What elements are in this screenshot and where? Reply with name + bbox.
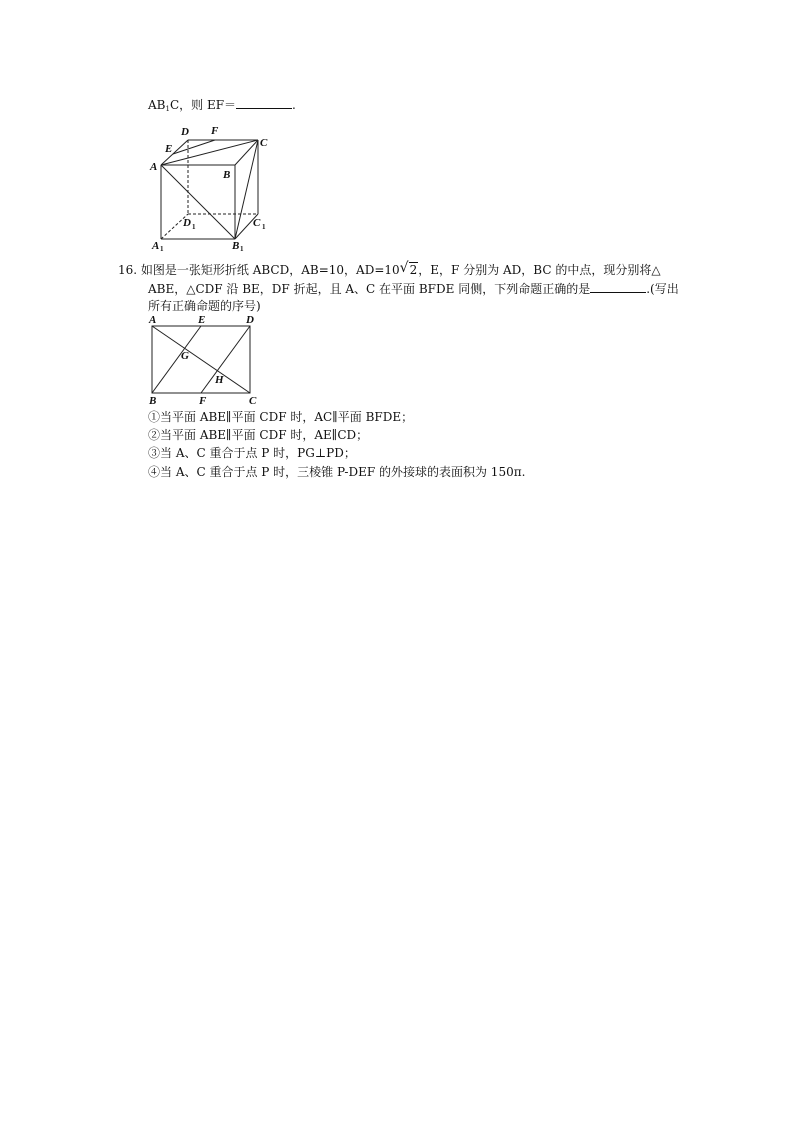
segment-EF [173,140,215,154]
q16-option-4: ④当 A、C 重合于点 P 时，三棱锥 P-DEF 的外接球的表面积为 150π. [148,465,526,479]
q16-line2-a: ABE，△CDF 沿 BE，DF 折起，且 A、C 在平面 BFDE 同侧，下列命题正确的是 [148,282,591,296]
radical-sign-icon: √ [399,260,409,276]
q16-line2-b: .(写出 [646,282,679,296]
label-A: A [150,161,158,173]
label-E: E [198,314,206,326]
label-G: G [181,350,189,362]
label-D: D [246,314,254,326]
q16-option-3: ③当 A、C 重合于点 P 时，PG⊥PD； [148,446,356,460]
label-D1-sub: 1 [192,223,196,231]
label-A1: A [152,240,160,252]
cube-figure [145,122,275,252]
label-F: F [211,125,219,137]
label-C: C [260,137,268,149]
label-A: A [149,314,157,326]
label-B1-sub: 1 [240,245,244,252]
segment-AC [152,326,250,393]
label-C1-sub: 1 [262,223,266,231]
segment-FD [201,326,250,393]
q15-end: . [292,98,296,112]
q16-line-2 [148,281,679,297]
q15-suffix: C，则 EF＝ [169,98,237,112]
label-D: D [181,126,189,138]
label-C1: C [253,217,261,229]
label-B1: B [232,240,240,252]
q15-subscript: 1 [165,105,170,113]
segment-BE [152,326,201,393]
label-E: E [165,143,173,155]
q15-text-line [148,97,296,117]
q16-line-3 [148,298,261,314]
segment-AC [161,140,258,165]
sqrt-2 [400,262,419,278]
label-H: H [215,374,224,386]
q16-option-1: ①当平面 ABE∥平面 CDF 时，AC∥平面 BFDE； [148,410,414,424]
q15-answer-blank[interactable] [236,97,292,109]
q16-line1-b: ，E，F 分别为 AD，BC 的中点，现分别将△ [418,263,661,277]
rectangle-figure [145,313,265,408]
q16-option-2: ②当平面 ABE∥平面 CDF 时，AE∥CD； [148,428,369,442]
cube-edge-CB [235,140,258,165]
q16-line-1 [118,262,661,278]
q16-answer-blank[interactable] [590,281,646,293]
label-A1-sub: 1 [160,245,164,252]
label-B: B [223,169,231,181]
q15-prefix: AB [148,98,166,112]
label-B: B [149,395,157,407]
q16-line3: 所有正确命题的序号) [148,299,261,313]
label-C: C [249,395,257,407]
sqrt-value: 2 [409,263,418,277]
label-F: F [199,395,207,407]
q16-line1-a: 16. 如图是一张矩形折纸 ABCD，AB=10，AD=10 [118,263,400,277]
label-D1: D [183,217,191,229]
